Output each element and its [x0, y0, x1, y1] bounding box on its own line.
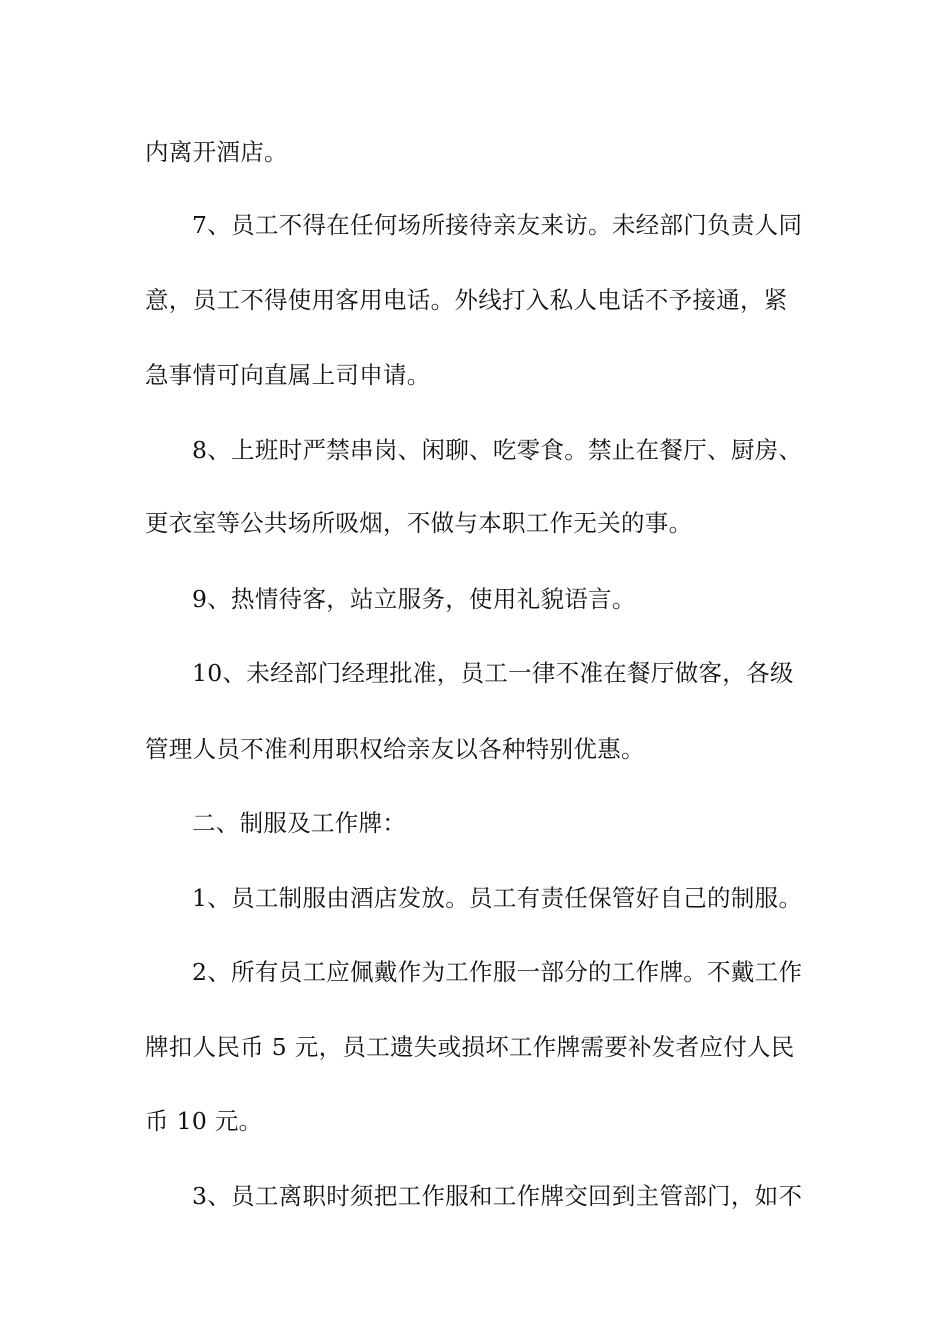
paragraph-line: 更衣室等公共场所吸烟，不做与本职工作无关的事。 — [145, 509, 693, 537]
paragraph-line: 2、所有员工应佩戴作为工作服一部分的工作牌。不戴工作 — [192, 958, 803, 986]
paragraph-line: 牌扣人民币 5 元，员工遗失或损坏工作牌需要补发者应付人民 — [145, 1033, 795, 1061]
paragraph-line: 1、员工制服由酒店发放。员工有责任保管好自己的制服。 — [192, 884, 803, 912]
paragraph-line: 10、未经部门经理批准，员工一律不准在餐厅做客，各级 — [192, 659, 794, 687]
paragraph-line: 意，员工不得使用客用电话。外线打入私人电话不予接通，紧 — [145, 286, 788, 314]
paragraph-line: 7、员工不得在任何场所接待亲友来访。未经部门负责人同 — [192, 211, 803, 239]
paragraph-line: 内离开酒店。 — [145, 138, 288, 166]
paragraph-line: 8、上班时严禁串岗、闲聊、吃零食。禁止在餐厅、厨房、 — [192, 436, 803, 464]
paragraph-line: 3、员工离职时须把工作服和工作牌交回到主管部门，如不 — [192, 1182, 803, 1210]
paragraph-line: 9、热情待客，站立服务，使用礼貌语言。 — [192, 585, 636, 613]
paragraph-line: 币 10 元。 — [145, 1107, 263, 1135]
section-heading: 二、制服及工作牌： — [192, 809, 407, 837]
paragraph-line: 急事情可向直属上司申请。 — [145, 361, 431, 389]
paragraph-line: 管理人员不准利用职权给亲友以各种特别优惠。 — [145, 735, 645, 763]
